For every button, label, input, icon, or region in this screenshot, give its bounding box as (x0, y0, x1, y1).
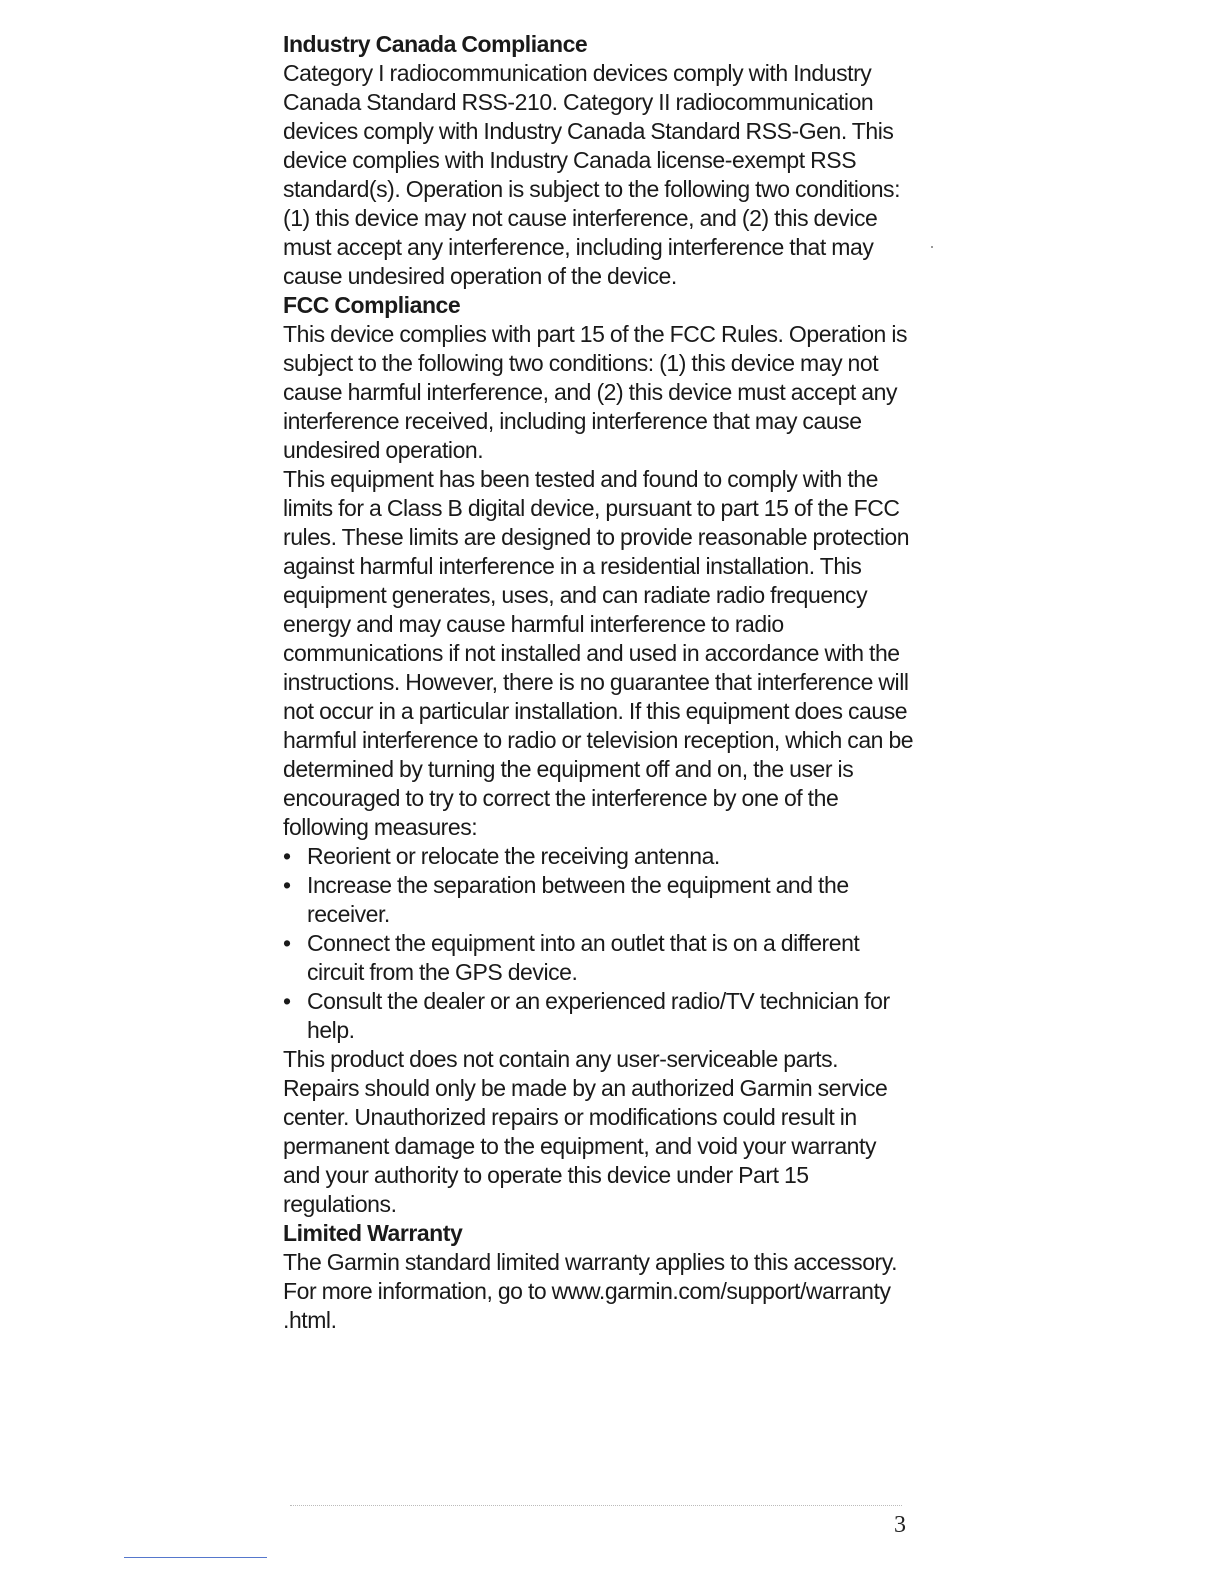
section-heading-fcc: FCC Compliance (283, 292, 461, 318)
corner-divider (124, 1557, 267, 1558)
footer-divider (290, 1505, 902, 1506)
section-heading-industry-canada: Industry Canada Compliance (283, 31, 588, 57)
industry-canada-paragraph: Category I radiocommunication devices comply with Industry Canada Standard RSS-210. Category II radiocommunication devices comply with Industry Canada Standard RSS-Gen. This device complies with Industry Canada license-exempt RSS standard(s). Operation is subject to the following two conditions: (1) this device may not cause interference, and (2) this device must accept any interference, including interference that may cause undesired operation of the device. (283, 60, 901, 289)
warranty-paragraph: The Garmin standard limited warranty applies to this accessory. For more information, go to www.garmin.com/support/warranty .html. (283, 1249, 898, 1333)
measure-text: Reorient or relocate the receiving antenna. (307, 843, 720, 869)
list-item (283, 871, 918, 929)
list-item (283, 929, 918, 987)
document-body (283, 30, 918, 1335)
list-item (283, 842, 918, 871)
measure-text: Connect the equipment into an outlet that is on a different circuit from the GPS device. (307, 930, 860, 985)
fcc-paragraph-3: This product does not contain any user-serviceable parts. Repairs should only be made by an authorized Garmin service center. Unauthorized repairs or modifications could result in permanent damage to the equipment, and void your warranty and your authority to operate this device under Part 15 regulations. (283, 1046, 888, 1217)
bullet-icon: • (283, 843, 291, 869)
scan-speck (931, 246, 933, 248)
measure-text: Consult the dealer or an experienced radio/TV technician for help. (307, 988, 890, 1043)
page-number: 3 (894, 1512, 906, 1538)
bullet-icon: • (283, 988, 291, 1014)
measure-text: Increase the separation between the equipment and the receiver. (307, 872, 849, 927)
bullet-icon: • (283, 872, 291, 898)
list-item (283, 987, 918, 1045)
fcc-paragraph-1: This device complies with part 15 of the FCC Rules. Operation is subject to the following two conditions: (1) this device may not cause harmful interference, and (2) this device must accept any interference received, including interference that may cause undesired operation. (283, 321, 908, 463)
bullet-icon: • (283, 930, 291, 956)
interference-measures-list (283, 842, 918, 1045)
section-heading-warranty: Limited Warranty (283, 1220, 463, 1246)
fcc-paragraph-2: This equipment has been tested and found to comply with the limits for a Class B digital device, pursuant to part 15 of the FCC rules. These limits are designed to provide reasonable protection against harmful interference in a residential installation. This equipment generates, uses, and can radiate radio frequency energy and may cause harmful interference to radio communications if not installed and used in accordance with the instructions. However, there is no guarantee that interference will not occur in a particular installation. If this equipment does cause harmful interference to radio or television reception, which can be determined by turning the equipment off and on, the user is encouraged to try to correct the interference by one of the following measures: (283, 466, 914, 840)
